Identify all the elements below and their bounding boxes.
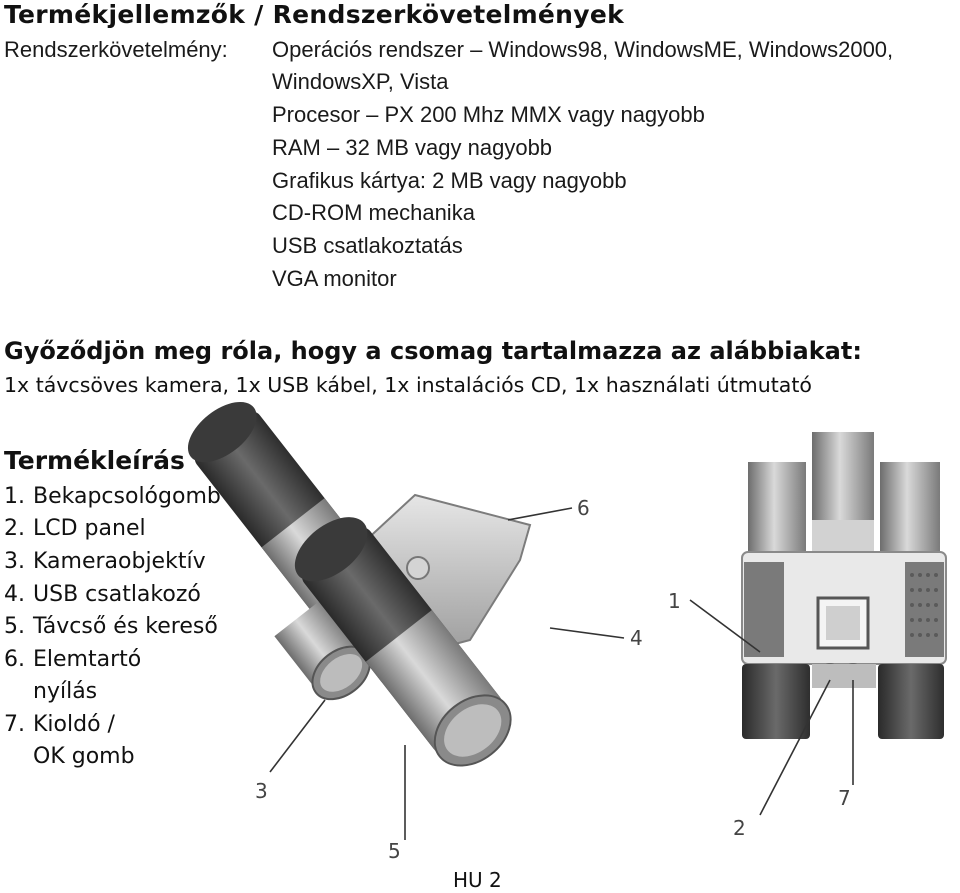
item-text: Távcső és kereső <box>33 614 218 639</box>
requirement-line: VGA monitor <box>272 266 397 291</box>
callout-number: 6 <box>577 496 590 520</box>
item-text: Bekapcsológomb <box>33 484 221 509</box>
callout-number: 1 <box>668 589 681 613</box>
item-number: 6. <box>4 647 25 672</box>
requirement-line: USB csatlakoztatás <box>272 233 463 258</box>
requirement-line: Operációs rendszer – Windows98, WindowsME, Windows2000, <box>272 37 894 62</box>
requirement-line: CD-ROM mechanika <box>272 200 475 225</box>
callout-number: 2 <box>733 816 746 840</box>
page-title: Termékjellemzők / Rendszerkövetelmények <box>4 0 625 29</box>
item-number: 3. <box>4 549 25 574</box>
binocular-camera-back-illustration <box>742 432 946 739</box>
callout-number: 5 <box>388 839 401 863</box>
item-text: Elemtartó <box>33 647 142 672</box>
description-heading: Termékleírás <box>4 446 185 475</box>
requirement-line: Procesor – PX 200 Mhz MMX vagy nagyobb <box>272 102 705 127</box>
item-number: 7. <box>4 712 25 737</box>
description-item-continuation: nyílás <box>33 679 98 704</box>
requirements-label: Rendszerkövetelmény: <box>4 37 228 62</box>
item-text: USB csatlakozó <box>33 582 201 607</box>
callout-number: 3 <box>255 779 268 803</box>
requirement-line: RAM – 32 MB vagy nagyobb <box>272 135 553 160</box>
item-number: 5. <box>4 614 25 639</box>
item-text: Kameraobjektív <box>33 549 206 574</box>
package-contents: 1x távcsöves kamera, 1x USB kábel, 1x instalációs CD, 1x használati útmutató <box>4 373 812 397</box>
callout-number: 7 <box>838 786 851 810</box>
item-text: Kioldó / <box>33 712 115 737</box>
item-number: 2. <box>4 516 25 541</box>
page-number: HU 2 <box>453 868 502 892</box>
item-number: 4. <box>4 582 25 607</box>
binocular-camera-angled-illustration <box>177 390 530 780</box>
requirement-line: WindowsXP, Vista <box>272 69 449 94</box>
package-heading: Győződjön meg róla, hogy a csomag tartalmazza az alábbiakat: <box>4 337 862 365</box>
item-text: LCD panel <box>33 516 146 541</box>
description-item-continuation: OK gomb <box>33 744 135 769</box>
callout-number: 4 <box>630 626 643 650</box>
item-number: 1. <box>4 484 25 509</box>
requirement-line: Grafikus kártya: 2 MB vagy nagyobb <box>272 168 627 193</box>
